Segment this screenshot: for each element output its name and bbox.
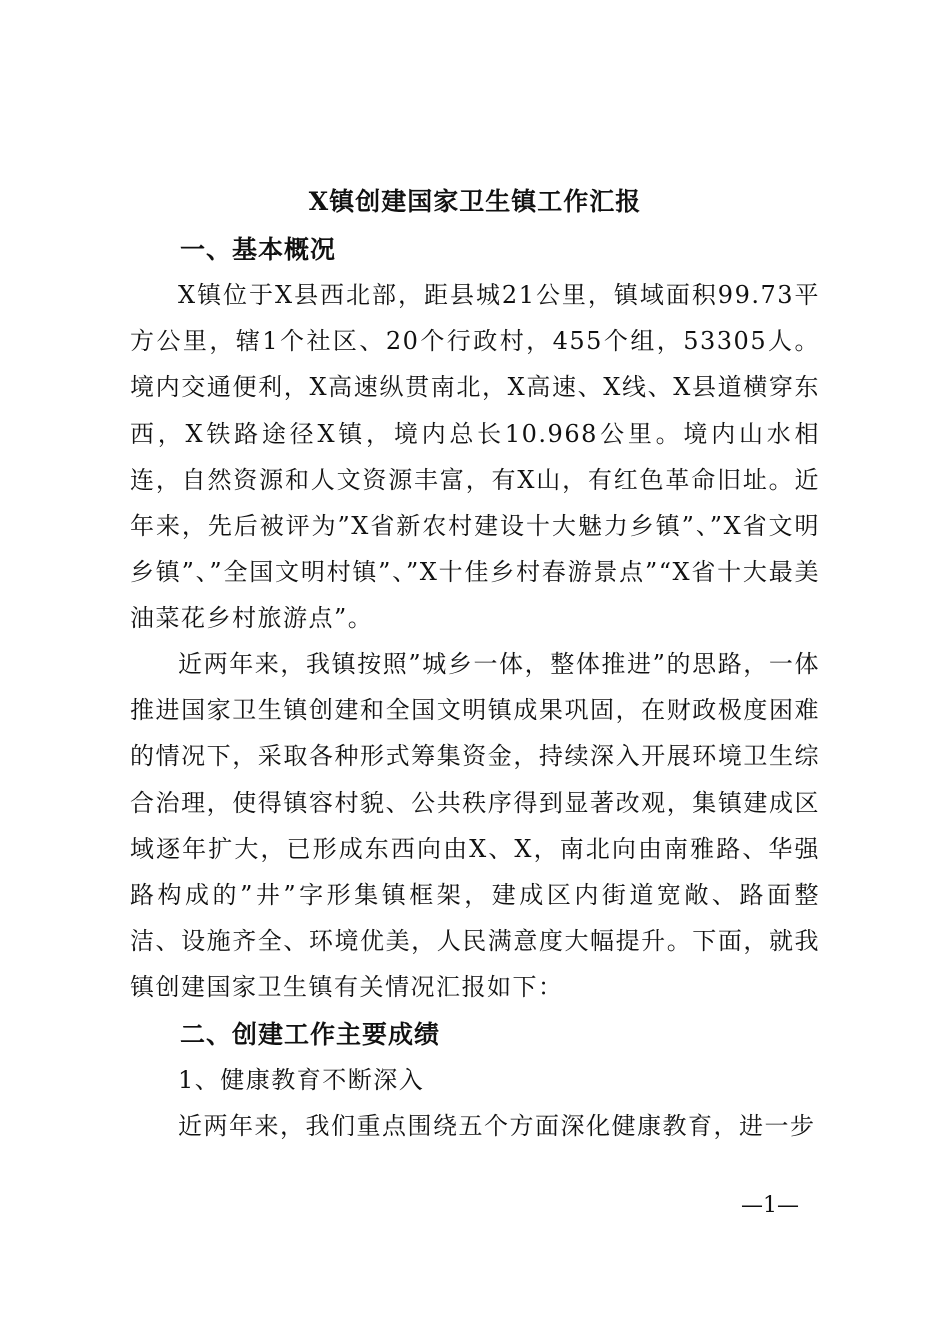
subsection-heading-health-education: 1、健康教育不断深入	[178, 1066, 425, 1094]
paragraph-recent-work: 近两年来，我镇按照”城乡一体，整体推进”的思路，一体推进国家卫生镇创建和全国文明镇成果巩固，在财政极度困难的情况下，采取各种形式筹集资金，持续深入开展环境卫生综合治理，使得镇容村貌、公共秩序得到显著改观，集镇建成区域逐年扩大，已形成东西向由X、X，南北向由南雅路、华强路构成的”井”字形集镇框架，建成区内街道宽敞、路面整洁、设施齐全、环境优美，人民满意度大幅提升。下面，就我镇创建国家卫生镇有关情况汇报如下：	[130, 650, 820, 1002]
page-number: —1—	[741, 1193, 799, 1218]
section-heading-basic-overview: 一、基本概况	[180, 235, 337, 264]
paragraph-overview: X镇位于X县西北部，距县城21公里，镇域面积99.73平方公里，辖1个社区、20个行政村，455个组，53305人。境内交通便利，X高速纵贯南北，X高速、X线、X县道横穿东西，X铁路途径X镇，境内总长10.968公里。境内山水相连，自然资源和人文资源丰富，有X山，有红色革命旧址。近年来，先后被评为”X省新农村建设十大魅力乡镇”、”X省文明乡镇”、”全国文明村镇”、”X十佳乡村春游景点”“X省十大最美油菜花乡村旅游点”。	[130, 281, 820, 633]
document-title: X镇创建国家卫生镇工作汇报	[308, 187, 642, 216]
section-heading-achievements: 二、创建工作主要成绩	[180, 1020, 441, 1049]
paragraph-health-education: 近两年来，我们重点围绕五个方面深化健康教育，进一步	[178, 1112, 816, 1140]
